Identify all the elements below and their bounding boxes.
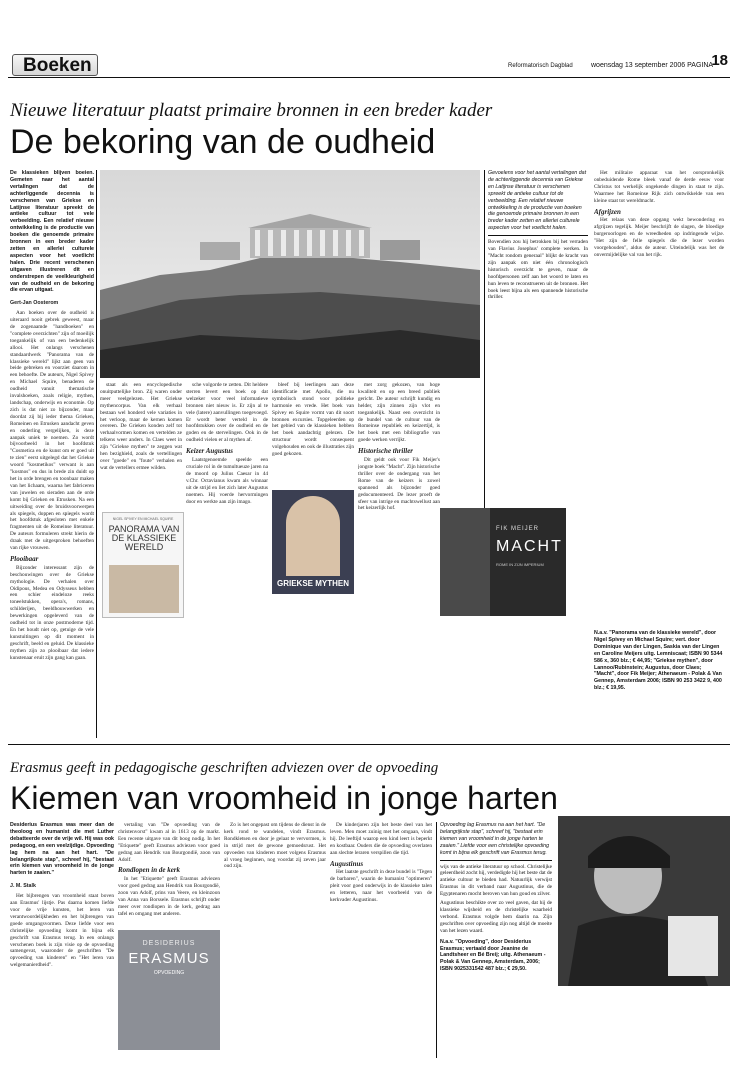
article1-body: Aan boeken over de oudheid is uiteraard nooit gebrek geweest, maar de zogenaamde "handboeken" en "complete overzichten" zijn of moeilijk toegankelijk of van een bedenkelijk allooi. Het onlangs verschenen standaardwerk "Panorama van de klassieke wereld" lijkt aan geen van beide gebreken en voorziet daarom in een behoefte. De auteurs, Nigel Spivey en Michael Squire, benaderen de oudheid vanuit thematische invalshoeken, zoals religie, mythen, landschap, onderwijs en economie. Op zich is dat niet zo bijzonder, maar doordat zij bij ieder thema Grieken, Romeinen en Etrusken aandacht geven en onderling vergelijken, is deze aanpak uniek te noemen. Zo wordt bijvoorbeeld in het hoofdstuk "Cosmetica en de kunst om er goed uit te zien" eerst uitgelegd dat het Griekse woord "kosmetikos" verwant is aan "kosmos" en dus in brede zin duidt op het in orde brengen en toonbaar maken van het lichaam, waarna het fabriceren van juwelen en sieraden aan de orde komt bij Grieken en Etrusken. Na een uitweiding over de bruidsvoorwerpen als spiegels, doppen en spiegels wordt het hoofdstuk afgesloten met enkele fragmenten uit de Romeinse literatuur. De auteurs formuleren strekt hierin de draak met de uitgesproken behoeften van rijke vrouwen. — [10, 310, 94, 552]
article1-book-info: N.a.v. "Panorama van de klassieke wereld", door Nigel Spivey en Michael Squire; vert. door Dominique van der Lingen, Saskia van der Lingen en Caroline Meijers uitg. Lemniscaat; ISBN 90 5344 586 x, 360 blz.; € 44,95; "Griekse mythen", door Lannoo/Rubinstein; Augustus, door Claes; "Macht", door Fik Meijer; Athenaeum - Polak & Van Gennep, Amsterdam 2006; ISBN 90 253 3422 9, 400 blz.; € 19,95. — [594, 630, 723, 692]
article1-column-6 — [488, 170, 588, 506]
article1-body: Het relaas van deze opgang wekt bewondering en afgrijzen tegelijk. Meijer beschrijft de slagen, de bloedige burgeroorlogen en de wreedheden op indringende wijze. "Het zijn de felle spiegels die de lezer worden voorgehouden", aldus de auteur. Uiteindelijk was het de onvermijdelijke val van het rijk. — [594, 217, 724, 258]
article1-lead: De klassieken blijven boeien. Gemeten naar het aantal vertalingen dat de achterliggende decennia is verschenen van Griekse en Latijnse literatuur spreekt de antieke cultuur tot vele verbeelding. Een relatief nieuwe ontwikkeling is de productie van boeken die genoemde primaire bronnen in een breder kader zetten en allerlei culturele aspecten voor het voetlicht halen. Drie recent verschenen uitgaven illustreren dit en onderstrepen de veelkleurigheid van de oudheid en de bekoring die ervan uitgaat. — [10, 170, 94, 294]
column-rule — [484, 170, 485, 508]
article1-body: Bovendien zou hij betrokken bij het verraden van Flavius Josephus' complete werken. In "Macht rondom generaal" blijkt de kracht van zijn aanpak om niet één chronologisch historisch overzicht te geven, maar de hoofdpersonen zelf aan het woord te laten en hun leven te reconstrueren uit de bronnen. Het boek leest bijna als een spannende historische thriller. — [488, 239, 588, 301]
article1-column-2 — [100, 382, 182, 492]
erasmus-book-cover — [118, 930, 220, 1050]
article2-body: Het bijbrengen van vroomheid staat boven aan Erasmus' lijstje. Pas daarna komen liefde voor de vrije kunsten, het leren van verantwoordelijkheden en het bijbrengen van goede omgangsvormen. Deze liefde voor een christelijke opvoeding komt in bijna elk geschrift van Erasmus terug. In een onlangs verschenen boek is zijn visie op de opvoeding samengevat, waaronder de geschriften "De opvoeding van kinderen" en "Het leren van welgemanierdheid". — [10, 893, 114, 969]
article1-subhead-afgrijzen: Afgrijzen — [594, 207, 621, 216]
article2-body: Augustinus beschikte over zo veel gaven, dat hij de klassieke wijsheid en de christelijke waarheid verbond. Erasmus volgde hem daarin na. Zijn geschriften over opvoeding zijn nog altijd de moeite van het lezen waard. — [440, 900, 552, 934]
article2-column-4 — [330, 822, 432, 1058]
article2-body: De kinderjaren zijn het beste deel van het leven. Men moet zuinig met het omgaan, vindt hij. De leeftijd waarop een kind leert is beperkt en kostbaar. Ouders die de opvoeding overlaten aan slechte leraren verspillen die tijd. — [330, 822, 432, 856]
griekse-mythen-book-cover — [272, 490, 354, 594]
panorama-authors: NIGEL SPIVEY EN MICHAEL SQUIRE — [112, 517, 174, 521]
article1-body: met zorg gekozen, van hoge kwaliteit en op een breed publiek gericht. De auteur schrijft kundig en helder, zijn zinnen zijn vlot en toegankelijk. Naast een overzicht in de bundel van de cultuur van de Romeinse republiek en keizertijd, is het boek met een bibliografie van goede werken verrijkt. — [358, 382, 440, 444]
article2-subhead-augustinus: Augustinus — [330, 859, 364, 868]
article1-body: Het militaire apparaat van het oorspronkelijk onbeduidende Rome bleek vanaf de derde eeuw voor Christus tot werkelijk ongekende dingen in staat te zijn. Waarmee het Romeinse Rijk zich ontwikkelde van een kleine staat tot wereldmacht. — [594, 170, 724, 204]
macht-title: MACHT — [496, 538, 563, 555]
venus-figure — [286, 496, 340, 576]
article1-subhead-plooibaar: Plooibaar — [10, 554, 39, 563]
article1-column-5 — [358, 382, 440, 738]
article1-subhead-thriller: Historische thriller — [358, 447, 414, 456]
page-number: 18 — [711, 52, 728, 69]
article2-body: In het "Etiquette" geeft Erasmus adviezen voor goed gedrag aan Hendrik van Bourgondië, zoon van Adolf, prins van Veere, en kleinzoon van Anna van Borssele. Erasmus schrijft onder meer over rondlopen in de kerk, gedrag aan tafel en omgang met anderen. — [118, 876, 220, 917]
article1-body: staat als een encyclopedische onuitputtelijke bron. Zij waren onder meer veelgelezen. Het Griekse mythencorpus. Van elk verhaal bestaan wel honderd vele variaties in het verloop, maar de kernen komen overeen. De Grieken konden zelf tot verhaalvormen komen en vertelden ze telkens weer anders. In Claes weet in zijn "Griekse mythen" te zeggen wat hen bezighield, zoals de vertellingen over "goede" en "foute" verhalen en wat de vertellers ermee wilden. — [100, 382, 182, 471]
article1-column-1 — [10, 170, 94, 738]
macht-author: FIK MEIJER — [496, 526, 540, 532]
article1-body: sche volgorde te zetten. Dit heldere sterren levert een boek op dat welzeker voor veel informatieve bronnen niet nieuw is. Er zijn al te vele (latere) aanvullingen toegevoegd. Er wordt beter verteld in de hoofdstukken over de oudheid en de goden en de stervelingen. Ook in de oudheid vielen er al mythen af. — [186, 382, 268, 444]
article1-column-3 — [186, 382, 268, 738]
article1-subhead-keizer: Keizer Augustus — [186, 447, 234, 456]
article2-body: Het laatste geschrift in deze bundel is "Tegen de barbaren", waarin de humanist "optimeren" pleit voor goed onderwijs in de klassieke talen en letteren, naar het voorbeeld van de kerkvader Augustinus. — [330, 869, 432, 904]
quote-rule — [488, 235, 588, 236]
article1-body: bleef bij leerlingen aan deze identificatie met Apollo, die nu symbolisch stond voor politieke harmonie en vrede. Het boek van Spivey en Squire vormt van dit soort bronnen excursies. Topgeleerden op het gebied van de klassieken hebben het boek aandachtig gelezen. De structuur wordt consequent volgehouden en ook de illustraties zijn goed gekozen. — [272, 382, 354, 458]
article2-body: wijs van de antieke literatuur op school. Christelijke geleerdheid zocht hij, verdedigde hij het beste dat de antieke cultuur te bieden had. Natuurlijk verwijst Erasmus in dit verband naar Augustinus, die de Egyptenaren mocht beroven van hun goud en zilver. — [440, 863, 552, 898]
acropolis-illustration — [100, 170, 480, 378]
article2-pullquote: Opvoeding lag Erasmus na aan het hart. "De belangrijkste stap", schreef hij, "bestaat erin kiemen van vroomheid in de jonge harten te zaaien." Liefde voor een christelijke opvoeding komt in bijna elk geschrift van Erasmus terug. — [440, 822, 550, 856]
article1-kicker: Nieuwe literatuur plaatst primaire bronnen in een breder kader — [10, 100, 493, 121]
erasmus-subtitle: OPVOEDING — [153, 970, 185, 976]
article2-body: vertaling van "De opvoeding van de christenvorst" kwam al in 1613 op de markt. Een recente uitgave van dit boog nodig. In het "Etiquette" geeft Erasmus adviezen voor goed gedrag aan Hendrik van Bourgondië, zoon van Adolf. — [118, 822, 220, 863]
macht-subtitle: ROME IN ZIJN IMPERIUM — [496, 562, 544, 567]
article1-column-4 — [272, 382, 354, 488]
article1-body: Bijzonder interessant zijn de beschouwingen over de Griekse mythologie. De verhalen over Oidipous, Medea en Odysseus hebben een schier eindeloze reeks toneelstukken, opera's, romans, schilderijen, beeldhouwwerken en bewerkingen opgeleverd van de oudheid tot in onze postmoderne tijd. En het houdt niet op, getuige de vele kunstuitingen op dit moment in geschrift, beeld en geluid. De klassieke mythen zijn zo plooibaar dat iedere kunstenaar eruit zijn gang kan gaan. — [10, 564, 94, 661]
column-rule — [96, 170, 97, 738]
article2-body: Zo is het ongepast om tijdens de dienst in de kerk rond te wandelen, vindt Erasmus. Rondkletsen en door je gelaat te vervormen, is in strijd met de gewone gemoedsrust. Het opvoeden van kinderen moet volgens Erasmus al vroeg beginnen, nog voordat zij zeven jaar oud zijn. — [224, 822, 326, 870]
column-rule — [436, 822, 437, 1058]
page-header — [8, 52, 730, 78]
article2-book-info: N.a.v. "Opvoeding", door Desiderius Erasmus; vertaald door Jeanine de Landtsheer en Bé Breij; uitg. Athenaeum - Polak & Van Gennep, Amsterdam, 2006; ISBN 9025331542 487 blz.; € 29,50. — [440, 938, 546, 973]
quote-rule — [440, 860, 552, 861]
article2-column-1 — [10, 822, 114, 1058]
article1-body: Laatstgenoemde speelde een cruciale rol in de tumultueuze jaren na de moord op Julius Caesar in 44 v.Chr. Octavianus kwam als winnaar uit de strijd en liet zich later Augustus noemen. Hij voerde hervormingen door en werkte aan zijn imago. — [186, 457, 268, 505]
erasmus-last-name: ERASMUS — [128, 950, 210, 967]
macht-cover-image — [440, 508, 490, 616]
article2-headline: Kiemen van vroomheid in jonge harten — [10, 780, 558, 816]
article1-pullquote: Gevoelens voor het aantal vertalingen dat de achterliggende decennia van Griekse en Latijnse literatuur is verschenen spreekt de antieke cultuur tot de verbeelding. Een relatief nieuwe ontwikkeling is de productie van boeken die genoemde primaire bronnen in een breder kader zetten en allerlei culturele aspecten voor het voetlicht halen. — [488, 170, 587, 232]
article2-column-3 — [224, 822, 326, 1058]
article2-column-5 — [440, 822, 552, 1058]
section-title: Boeken — [23, 55, 92, 76]
panorama-cover-image — [109, 565, 179, 613]
issue-date: woensdag 13 september 2006 PAGINA — [591, 62, 714, 69]
article1-headline: De bekoring van de oudheid — [10, 123, 436, 161]
article2-kicker: Erasmus geeft in pedagogische geschriften adviezen over de opvoeding — [10, 760, 439, 776]
acropolis-photo — [100, 170, 480, 378]
newspaper-name: Reformatorisch Dagblad — [508, 63, 573, 69]
article2-byline: J. M. Stalk — [10, 883, 36, 890]
article1-column-7 — [594, 170, 724, 500]
article-divider — [8, 744, 730, 745]
erasmus-illustration — [558, 816, 730, 986]
panorama-title: PANORAMA VAN DE KLASSIEKE WERELD — [108, 524, 180, 552]
macht-book-cover — [440, 508, 566, 616]
section-logo — [12, 54, 98, 76]
article2-lead: Desiderius Erasmus was meer dan de theoloog en humanist die met Luther debatteerde over de vrije wil. Hij was ook pedagoog, en een veelzijdige. Opvoeding lag hem na aan het hart. "De belangrijkste stap", schreef hij, "bestaat erin kiemen van vroomheid in de jonge harten te zaaien." — [10, 822, 114, 877]
erasmus-first-name: DESIDERIUS — [142, 940, 196, 947]
article1-body: Dit geldt ook voor Fik Meijer's jongste boek "Macht". Zijn historische thriller over de ondergang van het Rome van de keizers is zowel spannend als bijzonder goed gedocumenteerd. De lezer proeft de sfeer van intrige en machtswellust aan het keizerlijk hof. — [358, 457, 440, 512]
article1-byline: Gert-Jan Oosterom — [10, 300, 59, 307]
griekse-title: GRIEKSE MYTHEN — [276, 579, 349, 588]
article2-subhead-rondlopen: Rondlopen in de kerk — [118, 866, 181, 875]
erasmus-portrait — [558, 816, 730, 986]
panorama-book-cover — [102, 512, 184, 618]
